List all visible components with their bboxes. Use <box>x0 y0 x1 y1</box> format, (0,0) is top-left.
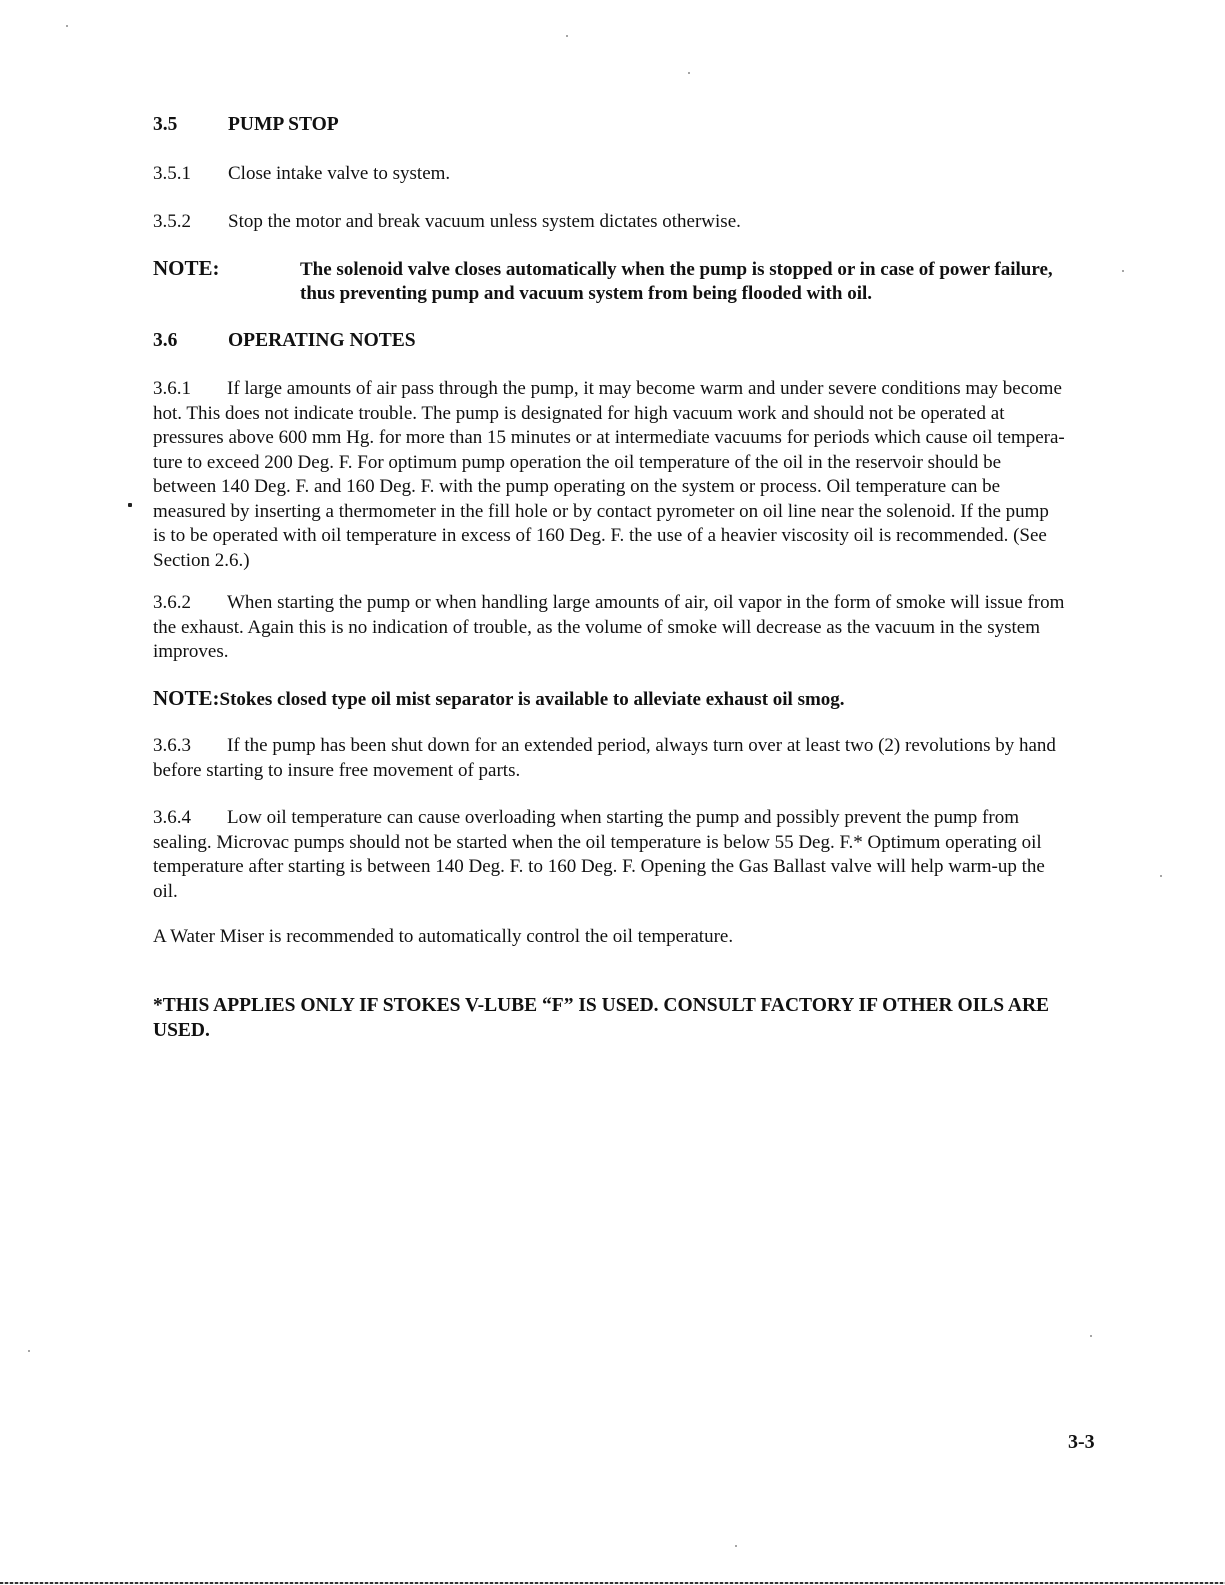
note-text: Stokes closed type oil mist separator is available to alleviate exhaust oil smog. <box>219 689 845 710</box>
paragraph-line: hot. This does not indicate trouble. The pump is designated for high vacuum work and should not be operated at <box>153 402 1005 424</box>
note-label: NOTE: <box>153 256 220 280</box>
paragraph-line: pressures above 600 mm Hg. for more than 15 minutes or at intermediate vacuums for periods which cause oil tempera- <box>153 427 1065 448</box>
scan-speck <box>128 503 132 507</box>
page-number: 3-3 <box>1068 1431 1095 1453</box>
scan-speck <box>735 1545 737 1547</box>
paragraph-line: oil. <box>153 880 178 902</box>
scan-speck <box>1160 875 1162 877</box>
paragraph-3-6-4 <box>153 806 1045 904</box>
paragraph-3-6-2 <box>153 591 1064 665</box>
paragraph-line: between 140 Deg. F. and 160 Deg. F. with the pump operating on the system or process. Oil temperature can be <box>153 476 1001 497</box>
paragraph-line: before starting to insure free movement of parts. <box>153 759 521 781</box>
scan-speck <box>1090 1335 1092 1337</box>
item-number: 3.6.1 <box>153 378 191 399</box>
scan-speck <box>1122 270 1124 272</box>
scan-speck <box>566 35 568 37</box>
section-3-5-heading <box>153 113 177 138</box>
paragraph-line: ture to exceed 200 Deg. F. For optimum pump operation the oil temperature of the oil in the reservoir should be <box>153 451 1001 473</box>
item-number: 3.6.4 <box>153 807 191 828</box>
paragraph-line: temperature after starting is between 140 Deg. F. to 160 Deg. F. Opening the Gas Ballast valve will help warm-up the <box>153 856 1045 877</box>
paragraph-line: is to be operated with oil temperature in excess of 160 Deg. F. the use of a heavier viscosity oil is recommended. (See <box>153 525 1047 546</box>
paragraph-line: Low oil temperature can cause overloading when starting the pump and possibly prevent the pump from <box>227 807 1019 828</box>
item-number: 3.6.3 <box>153 735 191 756</box>
item-number: 3.5.1 <box>153 163 191 184</box>
scan-speck <box>688 72 690 74</box>
item-text: Close intake valve to system. <box>228 163 451 184</box>
paragraph-3-6-3 <box>153 734 1056 783</box>
footnote-line: *THIS APPLIES ONLY IF STOKES V-LUBE “F” IS USED. CONSULT FACTORY IF OTHER OILS ARE <box>153 995 1050 1016</box>
section-3-6-title: OPERATING NOTES <box>228 330 416 351</box>
scan-speck <box>28 1350 30 1352</box>
paragraph-line: If large amounts of air pass through the pump, it may become warm and under severe conditions may become <box>227 378 1062 399</box>
item-number: 3.6.2 <box>153 592 191 613</box>
item-text: Stop the motor and break vacuum unless system dictates otherwise. <box>228 211 741 232</box>
section-3-6-number: 3.6 <box>153 330 178 351</box>
paragraph-line: sealing. Microvac pumps should not be started when the oil temperature is below 55 Deg. F.* Optimum operating oil <box>153 831 1042 853</box>
note-label: NOTE: <box>153 686 220 710</box>
footnote-line: USED. <box>153 1020 210 1041</box>
scan-speck <box>66 25 68 27</box>
section-3-5-title: PUMP STOP <box>228 114 339 135</box>
paragraph-line: improves. <box>153 641 229 662</box>
note-line: thus preventing pump and vacuum system from being flooded with oil. <box>300 283 873 304</box>
paragraph-line: If the pump has been shut down for an extended period, always turn over at least two (2) revolutions by hand <box>227 735 1056 756</box>
paragraph-line: measured by inserting a thermometer in the fill hole or by contact pyrometer on oil line near the solenoid. If the pump <box>153 500 1049 522</box>
note-stokes-separator <box>153 686 845 713</box>
item-number: 3.5.2 <box>153 211 191 232</box>
note-line: The solenoid valve closes automatically when the pump is stopped or in case of power failure, <box>300 259 1053 280</box>
paragraph-3-6-1 <box>153 377 1065 573</box>
section-number: 3.5 <box>153 114 178 135</box>
paragraph-line: When starting the pump or when handling large amounts of air, oil vapor in the form of smoke will issue from <box>227 592 1065 613</box>
paragraph-line: Section 2.6.) <box>153 549 250 571</box>
paragraph-line: the exhaust. Again this is no indication of trouble, as the volume of smoke will decrease as the vacuum in the system <box>153 616 1040 638</box>
scan-bottom-edge <box>0 1582 1225 1584</box>
water-miser-note: A Water Miser is recommended to automatically control the oil temperature. <box>153 926 734 947</box>
